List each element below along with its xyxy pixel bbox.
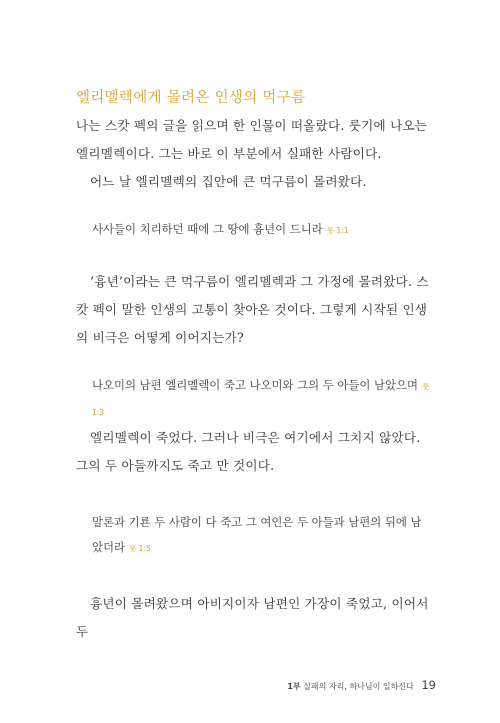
page-number: 19 [421,678,436,692]
footer-title: 실패의 자리, 하나님이 일하신다 [303,682,414,691]
quote-text: 사사들이 치리하던 때에 그 땅에 흉년이 드니라 [92,222,323,236]
footer-part: 1부 [287,682,301,691]
running-footer [287,678,436,692]
scripture-reference: 룻 1:5 [129,544,151,553]
paragraph-5: 흉년이 몰려왔으며 아비지이자 남편인 가장이 죽었고, 이어서 두 [76,596,429,639]
paragraph-4: 엘리멜렉이 죽었다. 그러나 비극은 여기에서 그치지 않았다. 그의 두 아들까지도 죽고 만 것이다. [76,430,421,473]
quote-text: 나오미의 남편 엘리멜렉이 죽고 나오미와 그의 두 아들이 남았으며 [92,378,419,392]
paragraph-2: 어느 날 엘리멜렉의 집안에 큰 먹구름이 몰려왔다. [90,174,367,189]
paragraph-1: 나는 스캇 펙의 글을 읽으며 한 인물이 떠올랐다. 룻기에 나오는 엘리멜렉이다. 그는 바로 이 부분에서 실패한 사람이다. [76,118,428,161]
scripture-reference: 룻 1:3 [92,382,430,417]
paragraph-3: ‘흉년’이라는 큰 먹구름이 엘리멜렉과 그 가정에 몰려왔다. 스캇 펙이 말한 인생의 고통이 찾아온 것이다. 그렇게 시작된 인생의 비극은 어떻게 이어지는가? [76,274,429,345]
scripture-quote-2 [92,373,432,425]
scripture-quote-3 [92,510,432,561]
scripture-reference: 룻 1:1 [326,226,349,235]
section-heading: 엘리멜렉에게 몰려온 인생의 먹구름 [76,90,306,106]
scripture-quote-1 [92,217,432,243]
quote-text: 말론과 기룐 두 사람이 다 죽고 그 여인은 두 아들과 남편의 뒤에 남았더라 [92,515,422,554]
